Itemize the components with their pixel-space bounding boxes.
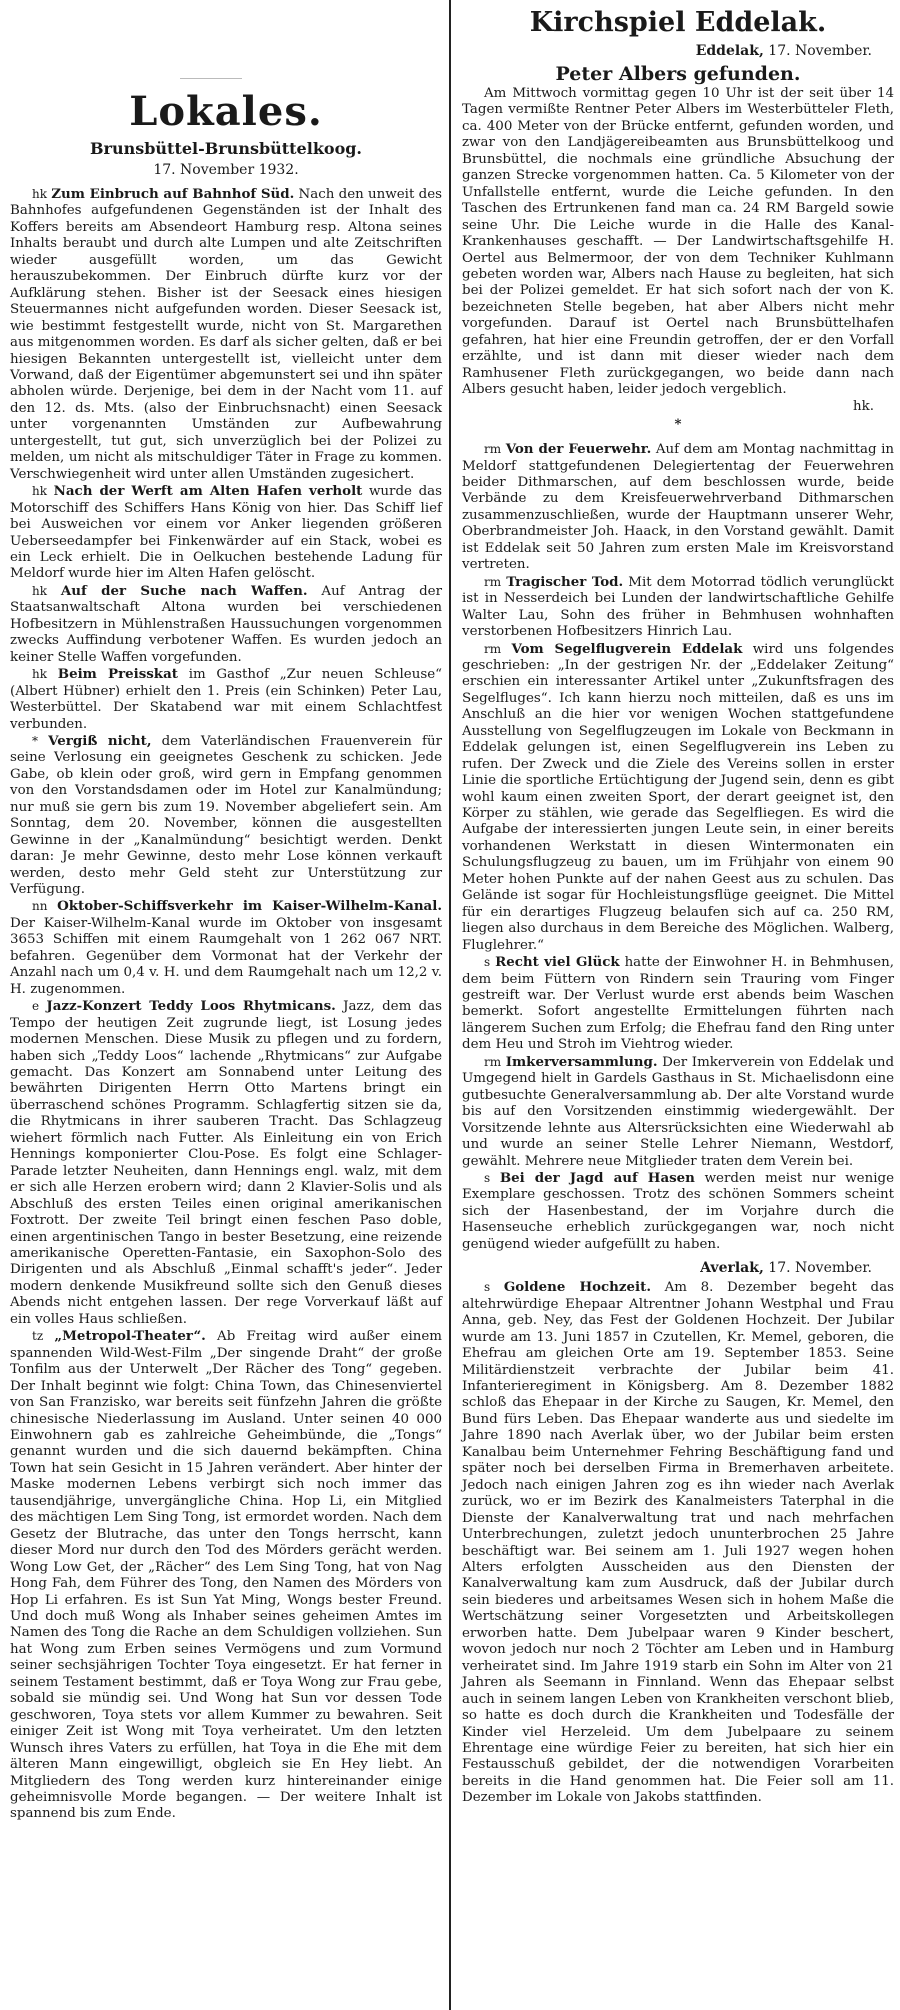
article [10, 733, 442, 899]
article-tag: s [484, 1280, 491, 1295]
article-body: Am 8. Dezember begeht das altehrwürdige Ehepaar Altrentner Johann Westphal und Frau Anna, geb. Ney, das Fest der Goldenen Hochzeit. Der Jubilar wurde am 13. Juni 1857 in Czutellen, Kr. Memel, geboren, die Ehefrau am gleichen Orte am 19. September 1853. Seine Militärdienstzeit verbrachte der Jubilar beim 41. Infanterieregiment in Königsberg. Am 8. Dezember 1882 schloß das Ehepaar in der Kirche zu Saugen, Kr. Memel, den Bund fürs Leben. Das Ehepaar wanderte aus und siedelte im Jahre 1890 nach Averlak über, wo der Jubilar beim ersten Kanalbau beim Unternehmer Fehring Beschäftigung fand und später noch bei derselben Firma in Bremerhaven arbeitete. Jedoch nach einigen Jahren zog es ihn wieder nach Averlak zurück, wo er im Bezirk des Kanalmeisters Taterphal in die Dienste der Kanalverwaltung trat und nach mehrfachen Unterbrechungen, zuletzt jedoch ununterbrochen 25 Jahre beschäftigt war. Bei seinem am 1. Juli 1927 wegen hohen Alters erfolgten Ausscheiden aus den Diensten der Kanalverwaltung kam zum Ausdruck, daß der Jubilar durch sein biederes und arbeitsames Wesen sich in hohem Maße die Wertschätzung seiner Vorgesetzten und Arbeitskollegen erworben hatte. Dem Jubelpaar waren 9 Kinder beschert, wovon jedoch nur noch 2 Töchter am Leben und in Hamburg verheiratet sind. Im Jahre 1919 starb ein Sohn im Alter von 21 Jahren als Seemann in Finnland. Wenn das Ehepaar selbst auch in seinem langen Leben von Krankheiten verschont blieb, so hatte es doch durch die Krankheiten und Todesfälle der Kinder viel Herzeleid. Um dem Jubelpaare zu seinem Ehrentage eine würdige Feier zu bereiten, hat sich hier ein Festausschuß gebildet, der die notwendigen Vorarbeiten bereits in die Hand genommen hat. Die Feier soll am 11. Dezember im Lokale von Jakobs stattfinden. [462, 1280, 894, 1806]
article-tag: rm [484, 641, 502, 656]
dateline-date: 17. November. [768, 1260, 872, 1277]
article-body: werden meist nur wenige Exemplare geschossen. Trotz des schönen Sommers scheint sich der Hasenbestand, der im Vorjahre durch die Hasenseuche erheblich zurückgegangen war, noch nicht genügend wieder aufgefüllt zu haben. [462, 1171, 895, 1252]
article [10, 666, 442, 733]
article-tag: s [484, 1171, 491, 1185]
article [462, 574, 894, 641]
article-headline: Beim Preisskat [57, 666, 178, 683]
article-headline: Von der Feuerwehr. [505, 441, 652, 458]
dateline-place: Eddelak, [695, 43, 764, 59]
article-tag: hk [32, 187, 47, 201]
article-tag: hk [32, 583, 47, 598]
dateline-averlak [462, 1257, 894, 1279]
article [462, 954, 894, 1054]
article [10, 483, 442, 583]
article-headline: Nach der Werft am Alten Hafen verholt [53, 483, 363, 500]
article-tag: hk [32, 484, 47, 499]
article-tag: e [32, 999, 40, 1014]
article-body: dem Vaterländischen Frauenverein für seine Verlosung ein geeignetes Geschenk zu schicken. Jede Gabe, ob klein oder groß, wird gern in Empfang genommen von den Vorstandsdamen oder im Hotel zur Kanalmündung; nur muß sie gern bis zum 19. November abgeliefert sein. Am Sonntag, dem 20. November, können die ausgestellten Gewinne in der „Kanalmündung“ besichtigt werden. Denkt daran: Je mehr Gewinne, desto mehr Lose können verkauft werden, desto mehr Geld steht zur Unterstützung zur Verfügung. [10, 733, 442, 898]
dateline-date: 17. November. [768, 43, 872, 59]
article-body: Jazz, dem das Tempo der heutigen Zeit zugrunde liegt, ist Losung jedes modernen Menschen. Diese Musik zu pflegen und zu fordern, haben sich „Teddy Loos“ lachende „Rhytmicans“ zur Aufgabe gemacht. Das Konzert am Sonnabend unter Leitung des bewährten Dirigenten Herrn Otto Martens bringt ein überraschend schönes Programm. Schlagfertig sitzen sie da, die Rhytmicans in ihrer sauberen Tracht. Das Schlagzeug wiehert förmlich nach Futter. Als Einleitung ein von Erich Hennings komponierter Clou-Pose. Es folgt eine Schlager-Parade letzter Neuheiten, dann Hennings engl. walz, mit dem er sich alle Herzen erobern wird; dann 2 Klavier-Solis und als Abschluß des ersten Teiles einen original amerikanischen Foxtrott. Der zweite Teil bringt einen feschen Paso doble, einen argentinischen Tango in bester Besetzung, eine reizende amerikanische Operetten-Fantasie, ein Saxophon-Solo des Dirigenten und als Abschluß „Einmal schafft's jeder“. Jeder modern denkende Musikfreund sollte sich den Genuß dieses Abends nicht entgehen lassen. Der rege Vorverkauf läßt auf ein volles Haus schließen. [10, 999, 442, 1327]
section-date: 17. November 1932. [153, 162, 299, 178]
article [10, 898, 442, 998]
column-lokales [10, 0, 442, 1823]
article-headline: „Metropol-Theater“. [54, 1328, 206, 1345]
lead-headline: Peter Albers gefunden. [555, 63, 801, 85]
article-headline: Auf der Suche nach Waffen. [60, 582, 308, 599]
article-tag: tz [32, 1329, 44, 1344]
article-tag: * [32, 733, 38, 748]
article-body: Der Imkerverein von Eddelak und Umgegend hielt in Gardels Gasthaus in St. Michaelisdonn eine gutbesuchte Generalversammlung ab. Der alte Vorstand wurde bis auf den Vorsitzenden einstimmig wiedergewählt. Der Vorsitzende lehnte aus Altersrücksichten eine Wiederwahl ab und wurde an seiner Stelle Lehrer Niemann, Westdorf, gewählt. Mehrere neue Mitglieder traten dem Verein bei. [462, 1054, 895, 1169]
article [10, 1328, 442, 1823]
article-headline: Tragischer Tod. [506, 573, 624, 590]
article-body: Auf dem am Montag nachmittag in Meldorf stattgefundenen Delegiertentag der Feuerwehren beider Dithmarschen, auf dem beschlossen wurde, beide Verbände zu dem Kreisfeuerwehrverband Dithmarschen zusammenzuschließen, wurde der Hauptmann unserer Wehr, Oberbrandmeister Joh. Haack, in den Vorstand gewählt. Damit ist Eddelak seit 50 Jahren zum ersten Male im Kreisvorstand vertreten. [462, 442, 894, 573]
section-subtitle: Brunsbüttel-Brunsbüttelkoog. [90, 139, 362, 158]
article-body: wird uns folgendes geschrieben: „In der gestrigen Nr. der „Eddelaker Zeitung“ erschien ein interessanter Artikel unter „Zukunftsfragen des Segelfluges“. Ich kann hierzu noch mitteilen, daß es uns im Anschluß an die hier vor wenigen Wochen stattgefundene Ausstellung von Segelflugzeugen im Lokale von Beckmann in Eddelak gelungen ist, einen Segelflugverein ins Leben zu rufen. Der Zweck und die Ziele des Vereins sollen in erster Linie die sportliche Ertüchtigung der Jugend sein, denn es gibt wohl kaum einen zweiten Sport, der derart geeignet ist, den Körper zu stählen, wie gerade das Segelfliegen. Es wird die Aufgabe der interessierten jungen Leute sein, in einer bereits vorhandenen Werkstatt in diesen Wintermonaten ein Schulungsflugzeug zu bauen, um im Frühjahr von einem 90 Meter hohen Punkte auf der nahen Geest aus zu schulen. Das Gelände ist sogar für Hochleistungsflüge geeignet. Die Mittel für ein derartiges Flugzeug belaufen sich auf ca. 250 RM, liegen also durchaus in dem Bereiche des Möglichen. Walberg, Fluglehrer.“ [462, 641, 894, 953]
article [462, 1054, 894, 1170]
article-tag: s [484, 955, 491, 970]
separator-asterisk: * [674, 416, 682, 433]
article [10, 998, 442, 1328]
article-headline: Recht viel Glück [495, 954, 620, 971]
article-body: Der Kaiser-Wilhelm-Kanal wurde im Oktober von insgesamt 3653 Schiffen mit einem Raumgehalt von 1 262 067 NRT. befahren. Gegenüber dem Vormonat hat der Verkehr der Anzahl nach um 0,4 v. H. und dem Raumgehalt nach um 12,2 v. H. zugenommen. [10, 915, 442, 997]
column-kirchspiel-eddelak [462, 0, 894, 1807]
article-headline: Goldene Hochzeit. [503, 1279, 651, 1296]
lead-signature: hk. [853, 398, 874, 414]
column-divider [449, 0, 451, 2010]
article-body: hatte der Einwohner H. in Behmhusen, dem beim Füttern von Rindern sein Trauring vom Finger gestreift war. Der Verlust wurde erst abends beim Waschen bemerkt. Sofort angestellte Ermittelungen führten nach längerem Suchen zum Erfolg; die Ehefrau fand den Ring unter dem Heu und Stroh im Viehtrog wieder. [462, 955, 894, 1053]
article-tag: rm [484, 442, 502, 457]
article-headline: Zum Einbruch auf Bahnhof Süd. [51, 186, 295, 202]
dateline-place: Averlak, [700, 1260, 764, 1277]
article-tag: hk [32, 667, 47, 682]
section-title: Kirchspiel Eddelak. [529, 7, 827, 38]
article [462, 441, 894, 574]
article-tag: nn [32, 899, 48, 914]
article [462, 1279, 894, 1807]
article-body: im Gasthof „Zur neuen Schleuse“ (Albert Hübner) erhielt den 1. Preis (ein Schinken) Peter Lau, Westerbüttel. Der Skatabend war mit einem Schlachtfest verbunden. [10, 667, 442, 732]
article-headline: Bei der Jagd auf Hasen [499, 1170, 695, 1186]
article-body: Mit dem Motorrad tödlich verunglückt ist in Nesserdeich bei Lunden der landwirtschaftliche Gehilfe Walter Lau, Sohn des früher in Behmhusen wohnhaften verstorbenen Hofbesitzers Hinrich Lau. [462, 574, 894, 640]
article-headline: Jazz-Konzert Teddy Loos Rhytmicans. [46, 998, 336, 1015]
article-headline: Vergiß nicht, [48, 732, 152, 749]
dateline [462, 40, 894, 62]
article [10, 186, 442, 483]
article-headline: Vom Segelflugverein Eddelak [511, 640, 743, 657]
lead-article-body: Am Mittwoch vormittag gegen 10 Uhr ist der seit über 14 Tagen vermißte Rentner Peter Albers im Westerbütteler Fleth, ca. 400 Meter von der Brücke entfernt, gefunden worden, und zwar von den Landjägereibeamten aus Brunsbüttelkoog und Brunsbüttel, die nochmals eine gründliche Absuchung der ganzen Strecke vorgenommen hatten. Ca. 5 Kilometer von der Unfallstelle entfernt, wurde die Leiche gefunden. In den Taschen des Ertrunkenen fand man ca. 24 RM Bargeld sowie seine Uhr. Die Leiche wurde in die Halle des Kanal-Krankenhauses geschafft. — Der Landwirtschaftsgehilfe H. Oertel aus Belmermoor, der von dem Techniker Kuhlmann gebeten worden war, Albers nach Hause zu begleiten, hat sich bei der Polizei gemeldet. Er hat sich sofort nach der von K. bezeichneten Stelle begeben, hat aber Albers nicht mehr vorgefunden. Darauf ist Oertel nach Brunsbüttelhafen gefahren, hat hier eine Freundin getroffen, der er den Vorfall erzählte, und ist dann mit dieser wieder nach dem Ramhusener Fleth zurückgegangen, wo beide dann nach Albers gesucht haben, leider jedoch vergeblich. [462, 86, 894, 398]
article [462, 1170, 894, 1253]
article-body: wurde das Motorschiff des Schiffers Hans König von hier. Das Schiff lief bei Ausweichen vor einem vor Anker liegenden größeren Ueberseedampfer bei Finkenwärder auf ein Stack, wobei es ein Leck erhielt. Die in Oelkuchen bestehende Ladung für Meldorf wurde hier im Alten Hafen gelöscht. [10, 484, 442, 582]
article-tag: rm [484, 1054, 502, 1069]
article [462, 641, 894, 955]
article-body: Ab Freitag wird außer einem spannenden Wild-West-Film „Der singende Draht“ der große Tonfilm aus der Unterwelt „Der Rächer des Tong“ gegeben. Der Inhalt beginnt wie folgt: China Town, das Chinesenviertel von San Franzisko, war bereits seit fünfzehn Jahren die größte chinesische Niederlassung im Ausland. Unter seinen 40 000 Einwohnern gab es zahlreiche Geheimbünde, die „Tongs“ genannt wurden und die sich dauernd bekämpften. China Town hat sein Gesicht in 15 Jahren verändert. Aber hinter der Maske modernen Lebens verbirgt sich noch immer das tausendjährige, unvergängliche China. Hop Li, ein Mitglied des mächtigen Lem Sing Tong, ist ermordet worden. Nach dem Gesetz der Blutrache, das unter den Tongs herrscht, kann dieser Mord nur durch den Tod des Mörders gerächt werden. Wong Low Get, der „Rächer“ des Lem Sing Tong, hat von Nag Hong Fah, dem Führer des Tong, den Namen des Mörders von Hop Li erfahren. Es ist Sun Yat Ming, Wongs bester Freund. Und doch muß Wong als Inhaber seines geheimen Amtes im Namen des Tong die Rache an dem Schuldigen vollziehen. Sun hat Wong zum Erben seines Vermögens und zum Vormund seiner sechsjährigen Tochter Toya eingesetzt. Er hat ferner in seinem Testament bestimmt, daß er Toya Wong zur Frau gebe, sobald sie mündig sei. Und Wong hat Sun vor dessen Tode geschworen, Toya stets vor allem Kummer zu bewahren. Seit einiger Zeit ist Wong mit Toya verheiratet. Um den letzten Wunsch ihres Vaters zu erfüllen, hat Toya in die Ehe mit dem älteren Mann eingewilligt, obgleich sie En Hey liebt. An Mitgliedern des Tong werden kurz hintereinander einige geheimnisvolle Morde begangen. — Der weitere Inhalt ist spannend bis zum Ende. [10, 1329, 443, 1822]
article-body: Nach den unweit des Bahnhofes aufgefundenen Gegenständen ist der Inhalt des Koffers bereits am Absendeort Hamburg resp. Altona seines Inhalts beraubt und durch alte Lumpen und alte Zeitschriften wieder ausgefüllt worden, um das Gewicht herauszubekommen. Der Einbruch dürfte kurz vor der Aufklärung stehen. Bisher ist der Seesack eines hiesigen Steuermannes nicht aufgefunden worden. Dieser Seesack ist, wie bestimmt festgestellt wurde, nicht von St. Margarethen aus mitgenommen worden. Es darf als sicher gelten, daß er bei hiesigen Bekannten untergestellt ist, vielleicht unter dem Vorwand, daß der Eigentümer abgemunstert sei und ihn später abholen würde. Derjenige, bei dem in der Nacht vom 11. auf den 12. ds. Mts. (also der Einbruchsnacht) einen Seesack unter vorgenannten Umständen zur Aufbewahrung untergestellt, tut gut, sich unverzüglich bei der Polizei zu melden, um nicht als mitschuldiger Täter in Frage zu kommen. Verschwiegenheit wird unter allen Umständen zugesichert. [10, 187, 442, 482]
section-title: Lokales. [129, 88, 323, 135]
article-headline: Oktober-Schiffsverkehr im Kaiser-Wilhelm-Kanal. [57, 898, 442, 915]
article-tag: rm [484, 574, 502, 589]
article [10, 583, 442, 666]
article-headline: Imkerversammlung. [505, 1053, 658, 1070]
article-body: Auf Antrag der Staatsanwaltschaft Altona wurden bei verschiedenen Hofbesitzern in Mühlenstraßen Haussuchungen vorgenommen zwecks Auffindung verbotener Waffen. Es wurden jedoch an keiner Stelle Waffen vorgefunden. [10, 583, 442, 665]
